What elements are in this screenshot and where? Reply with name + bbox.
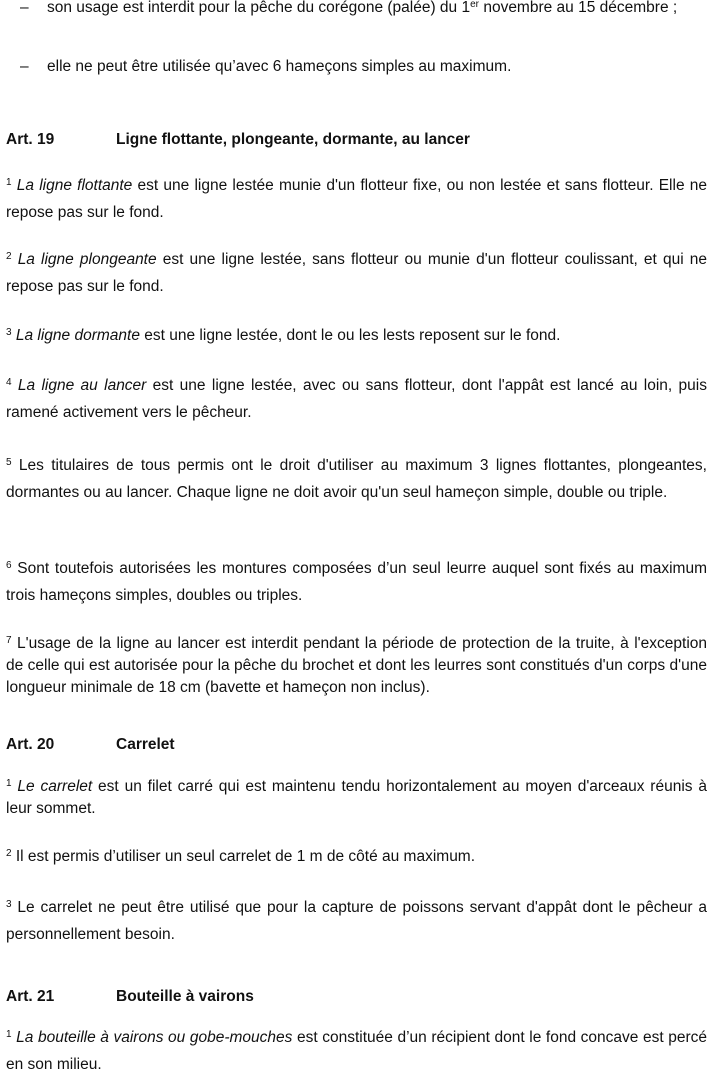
paragraph: $^5$ Les titulaires de tous permis ont le droit d'utiliser au maximum 3 lignes flottantes, plongeantes, dormantes ou au lancer. Chaque ligne ne doit avoir qu'un seul hameçon simple, double ou triple. [6,457,707,501]
bullet-text: son usage est interdit pour la pêche du corégone (palée) du 1er novembre au 15 décembre ; [47,0,678,16]
paragraph: $^4$ La ligne au lancer est une ligne lestée, avec ou sans flotteur, dont l'appât est lancé au loin, puis ramené activement vers le pêcheur. [6,377,707,421]
paragraph: $^2$ La ligne plongeante est une ligne lestée, sans flotteur ou munie d'un flotteur coulissant, et qui ne repose pas sur le fond. [6,251,707,295]
article-number: Art. 21 [6,988,55,1005]
paragraph: $^1$ La bouteille à vairons ou gobe-mouches est constituée d’un récipient dont le fond concave est percé en son milieu. [6,1029,708,1073]
paragraph: $^6$ Sont toutefois autorisées les montures composées d’un seul leurre auquel sont fixés au maximum trois hameçons simples, doubles ou triples. [6,560,707,604]
dash-bullet: – [20,58,29,75]
paragraph: $^1$ Le carrelet est un filet carré qui est maintenu tendu horizontalement au moyen d'arceaux réunis à leur sommet. [6,778,707,817]
paragraph: $^1$ La ligne flottante est une ligne lestée munie d'un flotteur fixe, ou non lestée et sans flotteur. Elle ne repose pas sur le fond. [6,177,708,221]
article-heading [6,130,470,150]
paragraph: $^3$ La ligne dormante est une ligne lestée, dont le ou les lests reposent sur le fond. [6,327,561,344]
article-number: Art. 20 [6,736,55,753]
article-number: Art. 19 [6,131,55,148]
paragraph: $^3$ Le carrelet ne peut être utilisé que pour la capture de poissons servant d'appât dont le pêcheur a personnellement besoin. [6,899,707,943]
dash-bullet: – [20,0,29,16]
bullet-text: elle ne peut être utilisée qu’avec 6 hameçons simples au maximum. [47,58,512,75]
paragraph: $^2$ Il est permis d’utiliser un seul carrelet de 1 m de côté au maximum. [6,848,476,865]
article-title: Bouteille à vairons [116,988,254,1005]
article-title: Ligne flottante, plongeante, dormante, au lancer [116,131,470,148]
paragraph: $^7$ L'usage de la ligne au lancer est interdit pendant la période de protection de la truite, à l'exception de celle qui est autorisée pour la pêche du brochet et dont les leurres sont constitués d'un corps d'une longueur minimale de 18 cm (bavette et hameçon non inclus). [6,635,707,696]
article-heading [6,735,175,755]
article-title: Carrelet [116,736,175,753]
article-heading [6,987,254,1007]
